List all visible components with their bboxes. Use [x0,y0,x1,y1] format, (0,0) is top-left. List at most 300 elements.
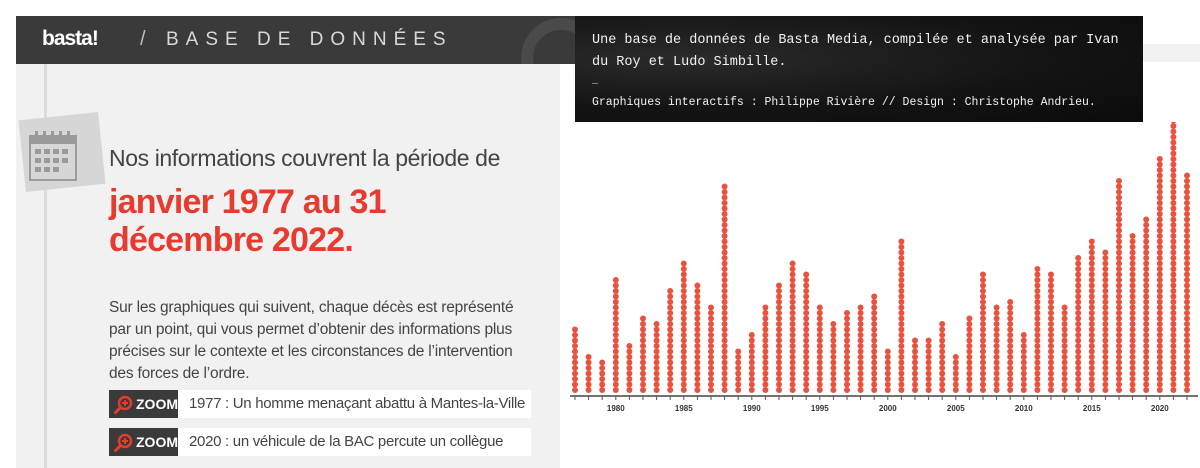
year-column-1991[interactable] [762,305,768,394]
death-dot[interactable] [898,283,904,289]
death-dot[interactable] [1184,310,1190,316]
death-dot[interactable] [871,376,877,382]
death-dot[interactable] [898,321,904,327]
death-dot[interactable] [722,189,728,195]
death-dot[interactable] [1116,371,1122,377]
death-dot[interactable] [776,283,782,289]
death-dot[interactable] [1075,305,1081,311]
death-dot[interactable] [1157,349,1163,355]
death-dot[interactable] [994,371,1000,377]
death-dot[interactable] [1007,387,1013,393]
death-dot[interactable] [1089,294,1095,300]
death-dot[interactable] [1007,382,1013,388]
death-dot[interactable] [817,316,823,322]
death-dot[interactable] [1157,321,1163,327]
death-dot[interactable] [1170,382,1176,388]
death-dot[interactable] [830,382,836,388]
year-column-2007[interactable] [980,272,986,394]
death-dot[interactable] [1116,200,1122,206]
death-dot[interactable] [1130,371,1136,377]
death-dot[interactable] [1075,387,1081,393]
death-dot[interactable] [1075,316,1081,322]
death-dot[interactable] [1102,349,1108,355]
death-dot[interactable] [966,316,972,322]
death-dot[interactable] [1170,134,1176,140]
death-dot[interactable] [1007,365,1013,371]
death-dot[interactable] [1075,382,1081,388]
death-dot[interactable] [586,365,592,371]
death-dot[interactable] [994,327,1000,333]
death-dot[interactable] [1075,299,1081,305]
death-dot[interactable] [762,305,768,311]
death-dot[interactable] [994,349,1000,355]
death-dot[interactable] [994,338,1000,344]
death-dot[interactable] [871,382,877,388]
death-dot[interactable] [871,343,877,349]
death-dot[interactable] [722,217,728,223]
death-dot[interactable] [858,387,864,393]
death-dot[interactable] [776,349,782,355]
death-dot[interactable] [980,354,986,360]
death-dot[interactable] [1075,321,1081,327]
death-dot[interactable] [898,338,904,344]
death-dot[interactable] [776,305,782,311]
death-dot[interactable] [667,338,673,344]
year-column-1979[interactable] [599,360,605,394]
death-dot[interactable] [749,338,755,344]
death-dot[interactable] [776,360,782,366]
death-dot[interactable] [1116,360,1122,366]
death-dot[interactable] [1116,338,1122,344]
death-dot[interactable] [1089,261,1095,267]
death-dot[interactable] [1007,376,1013,382]
death-dot[interactable] [790,365,796,371]
death-dot[interactable] [885,382,891,388]
death-dot[interactable] [667,360,673,366]
death-dot[interactable] [1184,173,1190,179]
death-dot[interactable] [613,310,619,316]
death-dot[interactable] [898,244,904,250]
death-dot[interactable] [1184,184,1190,190]
death-dot[interactable] [694,310,700,316]
death-dot[interactable] [817,371,823,377]
death-dot[interactable] [1116,244,1122,250]
death-dot[interactable] [939,365,945,371]
death-dot[interactable] [939,327,945,333]
death-dot[interactable] [640,327,646,333]
death-dot[interactable] [762,338,768,344]
death-dot[interactable] [667,310,673,316]
death-dot[interactable] [939,382,945,388]
death-dot[interactable] [749,365,755,371]
year-column-2015[interactable] [1089,239,1095,394]
death-dot[interactable] [817,354,823,360]
death-dot[interactable] [1143,360,1149,366]
death-dot[interactable] [1170,349,1176,355]
death-dot[interactable] [613,354,619,360]
death-dot[interactable] [844,360,850,366]
death-dot[interactable] [776,327,782,333]
death-dot[interactable] [708,365,714,371]
death-dot[interactable] [926,343,932,349]
death-dot[interactable] [1143,382,1149,388]
death-dot[interactable] [1170,200,1176,206]
death-dot[interactable] [898,250,904,256]
death-dot[interactable] [1143,250,1149,256]
death-dot[interactable] [708,321,714,327]
death-dot[interactable] [694,354,700,360]
death-dot[interactable] [1116,294,1122,300]
death-dot[interactable] [994,365,1000,371]
death-dot[interactable] [1157,195,1163,201]
death-dot[interactable] [1143,233,1149,239]
death-dot[interactable] [1157,255,1163,261]
death-dot[interactable] [762,332,768,338]
death-dot[interactable] [667,305,673,311]
death-dot[interactable] [681,332,687,338]
death-dot[interactable] [1170,261,1176,267]
death-dot[interactable] [1184,266,1190,272]
death-dot[interactable] [1089,277,1095,283]
death-dot[interactable] [790,354,796,360]
death-dot[interactable] [885,387,891,393]
death-dot[interactable] [1021,376,1027,382]
death-dot[interactable] [1170,184,1176,190]
death-dot[interactable] [1089,283,1095,289]
death-dot[interactable] [599,360,605,366]
death-dot[interactable] [898,310,904,316]
death-dot[interactable] [830,387,836,393]
death-dot[interactable] [817,376,823,382]
death-dot[interactable] [722,387,728,393]
death-dot[interactable] [762,349,768,355]
death-dot[interactable] [667,365,673,371]
death-dot[interactable] [640,382,646,388]
death-dot[interactable] [1170,360,1176,366]
death-dot[interactable] [1021,365,1027,371]
death-dot[interactable] [762,360,768,366]
death-dot[interactable] [1184,316,1190,322]
death-dot[interactable] [871,387,877,393]
death-dot[interactable] [626,376,632,382]
death-dot[interactable] [1034,321,1040,327]
death-dot[interactable] [722,266,728,272]
death-dot[interactable] [980,343,986,349]
death-dot[interactable] [790,343,796,349]
death-dot[interactable] [1021,360,1027,366]
death-dot[interactable] [654,360,660,366]
death-dot[interactable] [1048,321,1054,327]
death-dot[interactable] [1143,244,1149,250]
year-column-1998[interactable] [858,305,864,394]
death-dot[interactable] [1157,156,1163,162]
death-dot[interactable] [1184,387,1190,393]
death-dot[interactable] [1143,365,1149,371]
death-dot[interactable] [790,376,796,382]
death-dot[interactable] [1007,360,1013,366]
death-dot[interactable] [1170,239,1176,245]
death-dot[interactable] [1062,332,1068,338]
death-dot[interactable] [1102,255,1108,261]
death-dot[interactable] [735,354,741,360]
death-dot[interactable] [681,365,687,371]
death-dot[interactable] [735,371,741,377]
year-column-2006[interactable] [966,316,972,394]
death-dot[interactable] [572,387,578,393]
death-dot[interactable] [1143,305,1149,311]
death-dot[interactable] [735,382,741,388]
death-dot[interactable] [1048,387,1054,393]
death-dot[interactable] [1143,316,1149,322]
year-column-2008[interactable] [994,305,1000,394]
death-dot[interactable] [681,310,687,316]
death-dot[interactable] [708,382,714,388]
death-dot[interactable] [1184,233,1190,239]
death-dot[interactable] [626,365,632,371]
death-dot[interactable] [1157,360,1163,366]
death-dot[interactable] [994,387,1000,393]
death-dot[interactable] [926,382,932,388]
death-dot[interactable] [994,332,1000,338]
death-dot[interactable] [844,354,850,360]
death-dot[interactable] [681,261,687,267]
death-dot[interactable] [626,343,632,349]
death-dot[interactable] [1184,321,1190,327]
death-dot[interactable] [1184,277,1190,283]
death-dot[interactable] [681,327,687,333]
death-dot[interactable] [885,376,891,382]
death-dot[interactable] [722,206,728,212]
death-dot[interactable] [1062,310,1068,316]
death-dot[interactable] [667,316,673,322]
death-dot[interactable] [1184,206,1190,212]
death-dot[interactable] [708,316,714,322]
death-dot[interactable] [1157,376,1163,382]
death-dot[interactable] [613,277,619,283]
death-dot[interactable] [1170,129,1176,135]
death-dot[interactable] [681,272,687,278]
death-dot[interactable] [790,272,796,278]
year-column-1996[interactable] [830,321,836,393]
death-dot[interactable] [654,387,660,393]
death-dot[interactable] [1034,387,1040,393]
death-dot[interactable] [898,288,904,294]
death-dot[interactable] [708,349,714,355]
death-dot[interactable] [858,365,864,371]
death-dot[interactable] [1089,310,1095,316]
death-dot[interactable] [776,365,782,371]
year-column-2021[interactable] [1170,122,1176,393]
death-dot[interactable] [1116,316,1122,322]
death-dot[interactable] [790,382,796,388]
death-dot[interactable] [667,332,673,338]
death-dot[interactable] [776,321,782,327]
death-dot[interactable] [871,354,877,360]
death-dot[interactable] [1170,123,1176,129]
death-dot[interactable] [803,299,809,305]
death-dot[interactable] [722,222,728,228]
death-dot[interactable] [803,387,809,393]
death-dot[interactable] [1170,195,1176,201]
death-dot[interactable] [1102,310,1108,316]
death-dot[interactable] [980,283,986,289]
death-dot[interactable] [1048,305,1054,311]
death-dot[interactable] [1130,261,1136,267]
death-dot[interactable] [1102,250,1108,256]
death-dot[interactable] [1062,349,1068,355]
death-dot[interactable] [681,277,687,283]
death-dot[interactable] [640,316,646,322]
death-dot[interactable] [790,288,796,294]
death-dot[interactable] [1062,360,1068,366]
death-dot[interactable] [1157,184,1163,190]
death-dot[interactable] [722,294,728,300]
death-dot[interactable] [1184,250,1190,256]
death-dot[interactable] [1157,327,1163,333]
death-dot[interactable] [1170,327,1176,333]
death-dot[interactable] [1130,376,1136,382]
death-dot[interactable] [980,349,986,355]
death-dot[interactable] [667,376,673,382]
death-dot[interactable] [980,310,986,316]
death-dot[interactable] [980,376,986,382]
death-dot[interactable] [871,294,877,300]
death-dot[interactable] [613,332,619,338]
death-dot[interactable] [912,338,918,344]
death-dot[interactable] [1075,283,1081,289]
death-dot[interactable] [1184,222,1190,228]
year-column-2001[interactable] [898,239,904,394]
death-dot[interactable] [926,354,932,360]
death-dot[interactable] [1089,321,1095,327]
death-dot[interactable] [776,332,782,338]
year-column-2013[interactable] [1062,305,1068,394]
death-dot[interactable] [1170,178,1176,184]
death-dot[interactable] [1116,255,1122,261]
death-dot[interactable] [871,360,877,366]
year-column-2011[interactable] [1034,266,1040,393]
death-dot[interactable] [898,266,904,272]
death-dot[interactable] [1130,294,1136,300]
death-dot[interactable] [681,349,687,355]
death-dot[interactable] [1170,255,1176,261]
death-dot[interactable] [586,354,592,360]
death-dot[interactable] [817,332,823,338]
death-dot[interactable] [1021,387,1027,393]
death-dot[interactable] [844,387,850,393]
death-dot[interactable] [1034,299,1040,305]
death-dot[interactable] [681,371,687,377]
death-dot[interactable] [749,343,755,349]
death-dot[interactable] [817,327,823,333]
death-dot[interactable] [1143,228,1149,234]
death-dot[interactable] [667,288,673,294]
death-dot[interactable] [1184,189,1190,195]
death-dot[interactable] [803,349,809,355]
zoom-link-2020[interactable] [109,428,531,456]
death-dot[interactable] [1089,371,1095,377]
death-dot[interactable] [885,365,891,371]
death-dot[interactable] [1184,382,1190,388]
year-column-1990[interactable] [749,332,755,393]
death-dot[interactable] [1170,233,1176,239]
death-dot[interactable] [694,338,700,344]
death-dot[interactable] [980,327,986,333]
death-dot[interactable] [640,360,646,366]
death-dot[interactable] [817,343,823,349]
death-dot[interactable] [1170,250,1176,256]
death-dot[interactable] [1116,299,1122,305]
death-dot[interactable] [1116,283,1122,289]
death-dot[interactable] [817,382,823,388]
death-dot[interactable] [803,288,809,294]
death-dot[interactable] [722,239,728,245]
death-dot[interactable] [898,360,904,366]
death-dot[interactable] [1116,272,1122,278]
year-column-1980[interactable] [613,277,619,393]
death-dot[interactable] [1170,288,1176,294]
death-dot[interactable] [1170,376,1176,382]
death-dot[interactable] [1048,365,1054,371]
death-dot[interactable] [803,283,809,289]
death-dot[interactable] [994,316,1000,322]
death-dot[interactable] [1184,371,1190,377]
death-dot[interactable] [640,371,646,377]
death-dot[interactable] [681,343,687,349]
death-dot[interactable] [898,382,904,388]
year-column-1993[interactable] [790,261,796,394]
death-dot[interactable] [1170,305,1176,311]
death-dot[interactable] [1130,382,1136,388]
death-dot[interactable] [1170,294,1176,300]
death-dot[interactable] [1170,316,1176,322]
death-dot[interactable] [1184,211,1190,217]
death-dot[interactable] [1089,387,1095,393]
death-dot[interactable] [654,332,660,338]
death-dot[interactable] [667,371,673,377]
death-dot[interactable] [858,382,864,388]
death-dot[interactable] [966,332,972,338]
death-dot[interactable] [694,321,700,327]
death-dot[interactable] [803,371,809,377]
death-dot[interactable] [980,305,986,311]
death-dot[interactable] [694,382,700,388]
death-dot[interactable] [1089,255,1095,261]
death-dot[interactable] [722,371,728,377]
death-dot[interactable] [1075,365,1081,371]
death-dot[interactable] [762,371,768,377]
death-dot[interactable] [966,354,972,360]
death-dot[interactable] [1130,316,1136,322]
death-dot[interactable] [1102,283,1108,289]
death-dot[interactable] [1170,122,1176,124]
death-dot[interactable] [1143,332,1149,338]
death-dot[interactable] [762,376,768,382]
death-dot[interactable] [667,294,673,300]
death-dot[interactable] [1048,283,1054,289]
year-column-1982[interactable] [640,316,646,394]
zoom-badge[interactable] [109,428,178,456]
death-dot[interactable] [926,387,932,393]
death-dot[interactable] [667,321,673,327]
death-dot[interactable] [844,371,850,377]
death-dot[interactable] [953,376,959,382]
death-dot[interactable] [722,376,728,382]
year-column-2010[interactable] [1021,332,1027,393]
death-dot[interactable] [1007,371,1013,377]
death-dot[interactable] [966,327,972,333]
death-dot[interactable] [1034,376,1040,382]
